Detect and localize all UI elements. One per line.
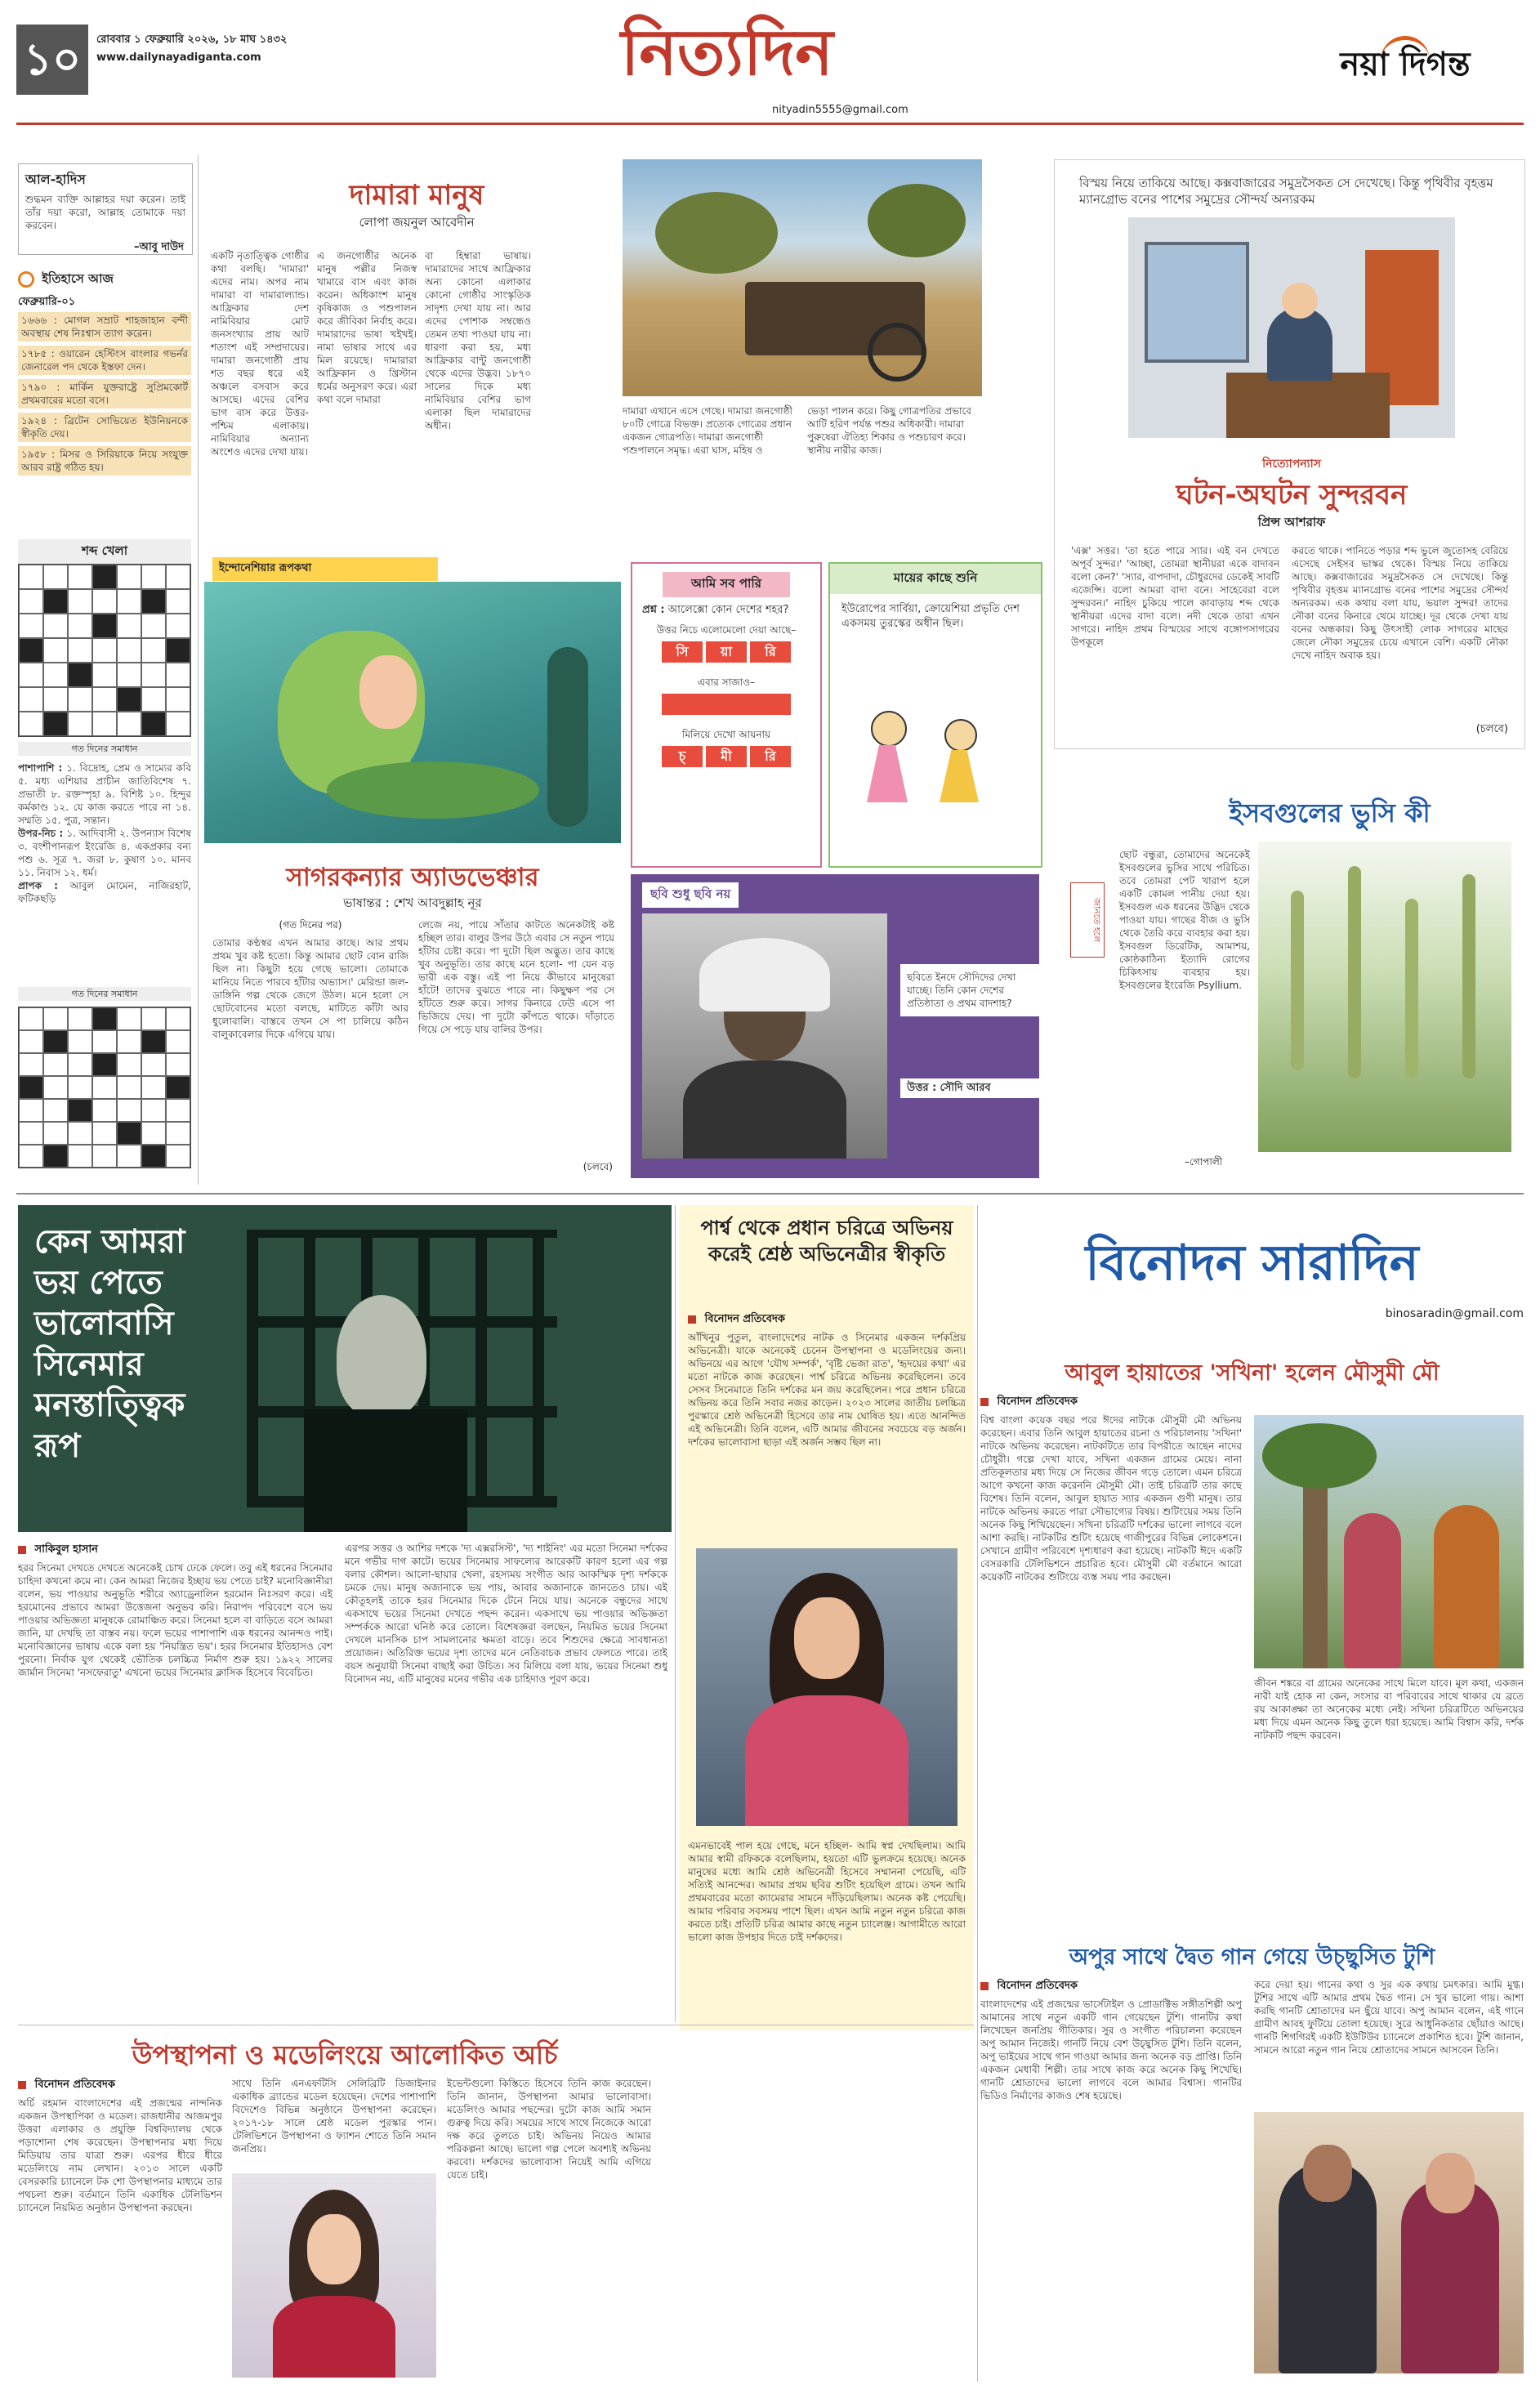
section-title-logo bbox=[621, 18, 948, 88]
tree-shape-2 bbox=[868, 184, 966, 257]
cell-block bbox=[92, 565, 117, 589]
byline-marker bbox=[18, 1546, 26, 1554]
mousumi-title: আবুল হায়াতের 'সখিনা' হলেন মৌসুমী মৌ bbox=[1065, 1360, 1440, 1386]
cell[interactable] bbox=[117, 565, 141, 589]
history-icon bbox=[18, 271, 34, 288]
history-item: ১৯৫৮ : মিসর ও সিরিয়াকে নিয়ে সংযুক্ত আরব রাষ্ট্র গঠিত হয়। bbox=[18, 446, 191, 476]
cell[interactable] bbox=[92, 638, 117, 663]
history-box bbox=[18, 270, 191, 515]
mermaid-translator: ভাষান্তর : শেখ আবদুল্লাহ নূর bbox=[343, 895, 482, 910]
paper-logo bbox=[1291, 36, 1520, 93]
cell[interactable] bbox=[141, 663, 166, 687]
rule-h-mid bbox=[16, 1193, 1524, 1195]
cell[interactable] bbox=[166, 687, 190, 712]
cell[interactable] bbox=[68, 687, 92, 712]
orchi-title: উপস্থাপনা ও মডেলিংয়ে আলোকিত অর্চি bbox=[132, 2039, 558, 2070]
quiz-hint2: এবার সাজাও– bbox=[697, 677, 756, 688]
sundarban-intro: বিস্ময় নিয়ে তাকিয়ে আছে। কক্সবাজারের সমুদ্রসৈকত সে দেখেছে। কিন্তু পৃথিবীর বৃহত্তম ম্যানগ্রোভ বনের পাশের সমুদ্রের সৌন্দর্য অন্যরকম bbox=[1079, 176, 1493, 207]
cell[interactable] bbox=[117, 614, 141, 638]
cell-block bbox=[43, 712, 68, 736]
crossword-prev-solution-label: গত দিনের সমাধান bbox=[18, 742, 191, 756]
across-title: পাশাপাশি : bbox=[18, 762, 63, 774]
child-dress-1 bbox=[867, 745, 908, 802]
rule-v2 bbox=[675, 1205, 676, 2022]
tushi-photo bbox=[1254, 2112, 1524, 2373]
tushi-col2: করে দেয়া হয়। গানের কথা ও সুর এক কথায় চমৎকার। আমি মুগ্ধ। টুশির সাথে এটি আমার প্রথম দ্বৈত গান। সে খুব ভালো গায়। আশা করছি গানটি শ্রোতাদের মন ছুঁয়ে যাবে। অপু আমান বলেন, এই গানে গ্রামীণ আবহ ফুটিয়ে তোলা হয়েছে। সুরে আধুনিকতার ছোঁয়াও আছে। গানটি শিগগিরই একটি ইউটিউব চ্যানেলে প্রকাশিত হবে। টুশি জানান, সামনে আরো নতুন গান নিয়ে শ্রোতাদের সামনে আসবেন তিনি। bbox=[1254, 1979, 1524, 2056]
mother-title: মায়ের কাছে শুনি bbox=[830, 564, 1041, 594]
cell[interactable] bbox=[68, 712, 92, 736]
damara-col1: একটি নৃতাত্ত্বিক গোষ্ঠীর কথা বলছি। 'দামারা' এদের নাম। অপর নাম দামারা বা দামারাল্যান্ড। আফ্রিকার দেশ নামিবিয়ার মোট জনসংখ্যার প্রায় আট শতাংশ এই সম্প্রদায়ের। দামারা জনগোষ্ঠী প্রায় শত বছর ধরে এই অঞ্চলে বসবাস করে আসছে। এদের বেশির ভাগ বাস করে উত্তর-পশ্চিম এলাকায়। নামিবিয়ার অন্যান্য অংশেও এদের দেখা যায়। bbox=[211, 250, 309, 458]
child-drawing-1 bbox=[871, 711, 907, 747]
history-item: ১৬৬৬ : মোগল সম্রাট শাহজাহান বন্দী অবস্থায় শেষ নিঃশ্বাস ত্যাগ করেন। bbox=[18, 312, 191, 342]
window-shape bbox=[1145, 242, 1249, 363]
answer-name: আবুল মোমেন bbox=[69, 880, 134, 891]
quiz-cell: চ্ bbox=[662, 746, 703, 767]
history-item: ১৯২৪ : ব্রিটেন সোভিয়েত ইউনিয়নকে স্বীকৃতি দেয়। bbox=[18, 413, 191, 442]
story-tushi bbox=[980, 1940, 1524, 2382]
crossword-section bbox=[18, 539, 191, 1177]
cinema-col1: হরর সিনেমা দেখতে দেখতে অনেকেই চোখ ঢেকে ফেলে। তবু এই ধরনের সিনেমার চাহিদা কখনো কমে না। কেন আমরা নিজের ইচ্ছায় ভয় পেতে চাই? মনোবিজ্ঞানীরা বলেন, ভয় পাওয়ার অনুভূতি শরীরে অ্যাড্রেনালিন হরমোন নিঃসরণ করে। এই হরমোনের প্রভাবে আমরা উত্তেজনা অনুভব করি। নিরাপদ পরিবেশে বসে ভয় পাওয়ার অভিজ্ঞতা মানুষকে রোমাঞ্চিত করে। সিনেমা হলে বা বাড়িতে বসে আমরা জানি, যা দেখছি তা বাস্তব নয়। ফলে ভয়ের পাশাপাশি এক ধরনের আনন্দও পাই। মনোবিজ্ঞানের ভাষায় একে বলা হয় 'নিয়ন্ত্রিত ভয়'। হরর সিনেমার ইতিহাসও বেশ পুরনো। নির্বাক যুগ থেকেই ভৌতিক চলচ্চিত্র নির্মাণ শুরু হয়। ১৯২২ সালের জার্মান সিনেমা 'নসফেরাতু' এখনো ভয়ের সিনেমার ক্লাসিক হিসেবে বিবেচিত। bbox=[18, 1562, 333, 1678]
photo-quiz-answer: সৌদি আরব bbox=[940, 1082, 991, 1094]
down-title: উপর-নিচ : bbox=[18, 828, 64, 839]
cell[interactable] bbox=[92, 687, 117, 712]
cell[interactable] bbox=[43, 565, 68, 589]
page-number-box bbox=[16, 25, 88, 95]
photo-quiz-text: ছবিতে ইনদে সৌদিদের দেখা যাচ্ছে। তিনি কোন দেশের প্রতিষ্ঠাতা ও প্রথম বাদশাহ? bbox=[900, 964, 1040, 1016]
mermaid-next: (চলবে) bbox=[583, 1161, 613, 1172]
portrait-headdress bbox=[699, 938, 830, 1011]
quiz-cell: রি bbox=[750, 746, 791, 767]
answer-label: প্রাপক : bbox=[18, 880, 58, 891]
mermaid-face bbox=[359, 655, 417, 729]
photo-quiz-title: ছবি শুধু ছবি নয় bbox=[642, 882, 739, 908]
cell[interactable] bbox=[117, 712, 141, 736]
cell[interactable] bbox=[43, 687, 68, 712]
quiz-question-label: প্রশ্ন : bbox=[642, 604, 665, 616]
cell-block bbox=[68, 663, 92, 687]
binodon-logo: বিনোদন সারাদিন bbox=[1085, 1235, 1419, 1292]
history-title: ইতিহাসে আজ bbox=[42, 271, 114, 286]
nosferatu-body bbox=[304, 1409, 467, 1532]
mermaid-illustration bbox=[204, 582, 621, 843]
singer-woman-face bbox=[1426, 2153, 1475, 2213]
actress-face bbox=[794, 1597, 859, 1679]
quiz-box bbox=[631, 562, 822, 868]
paper-logo-text: নয়া দিগন্ত bbox=[1340, 45, 1471, 83]
cell[interactable] bbox=[19, 712, 43, 736]
binodon-header bbox=[980, 1217, 1524, 1332]
damara-col2: এ জনগোষ্ঠীর অনেক মানুষ পল্লীর নিজস্ব খামারে বাস এবং কাজ করেন। অধিকাংশ মানুষ কৃষিকাজ ও পশুপালন করে জীবিকা নির্বাহ করে। দামারাদের ভাষা খইখই। নামা ভাষার সাথে এর মিল রয়েছে। দামারারা আফ্রিকান ও খ্রিস্টান ধর্মের অনুসরণ করে। এরা কথা বলে দামারা bbox=[317, 250, 417, 405]
quiz-cell: মী bbox=[706, 746, 747, 767]
history-item: ১৭৮৫ : ওয়ারেন হেস্টিংস বাংলার গভর্নর জেনারেল পদ থেকে ইস্তফা দেন। bbox=[18, 346, 191, 375]
quiz-question-row bbox=[632, 597, 820, 617]
cell[interactable] bbox=[92, 589, 117, 614]
damara-col3: বা হিম্বারা ভাষায়। দামারাদের সাথে আফ্রিকার অন্য কোনো এলাকার কোনো গোষ্ঠীর সাংস্কৃতিক সাদৃশ্য দেখা যায় না। আর এদের পোশাক সম্বন্ধেও তেমন তথ্য পাওয়া যায় না। ধারণা করা হয়, মধ্য আফ্রিকার বান্টু জনগোষ্ঠী থেকে এদের উদ্ভব। ১৮৭০ সালের দিকে মধ্য নামিবিয়ার বেশির ভাগ এলাকা ছিল দামারাদের অধীন। bbox=[425, 250, 531, 431]
quiz-cell: রি bbox=[750, 641, 791, 663]
cell[interactable] bbox=[92, 663, 117, 687]
sundarban-illustration bbox=[1128, 217, 1455, 438]
palm-leaves bbox=[1262, 1423, 1377, 1489]
mousumi-author: বিনোদন প্রতিবেদক bbox=[997, 1395, 1078, 1408]
woman-figure bbox=[1344, 1513, 1401, 1668]
crossword-title: শব্দ খেলা bbox=[18, 539, 191, 565]
quiz-cells-3 bbox=[632, 746, 820, 767]
cell[interactable] bbox=[92, 712, 117, 736]
crossword-prev-solution-label-2: গত দিনের সমাধান bbox=[18, 987, 191, 1001]
actress-photo bbox=[696, 1548, 957, 1826]
hadith-source: –আবু দাউদ bbox=[134, 241, 184, 253]
tree-shape bbox=[655, 192, 778, 274]
cell[interactable] bbox=[117, 663, 141, 687]
orchi-photo bbox=[232, 2173, 436, 2378]
tushi-byline bbox=[980, 1978, 1078, 1995]
cell[interactable] bbox=[166, 589, 190, 614]
history-title-row bbox=[18, 270, 191, 290]
damara-photo bbox=[623, 159, 982, 396]
hadith-title: আল-হাদিস bbox=[25, 172, 86, 187]
rule-v3 bbox=[977, 1205, 978, 2382]
feature-mermaid bbox=[204, 549, 621, 1178]
history-list bbox=[18, 312, 191, 476]
orchi-byline bbox=[18, 2077, 115, 2094]
isabgol-author: –গোপালী bbox=[1185, 1156, 1223, 1168]
actress-byline bbox=[688, 1311, 785, 1329]
cinema-title: কেন আমরা ভয় পেতে ভালোবাসি সিনেমার মনস্তাত্ত্বিক রূপ bbox=[34, 1223, 185, 1465]
plant-stalk bbox=[1291, 891, 1304, 1070]
byline-marker bbox=[18, 2081, 26, 2089]
isabgol-side-label: জানতে হলে bbox=[1070, 882, 1105, 958]
cell-block bbox=[141, 589, 166, 614]
quiz-title: আমি সব পারি bbox=[663, 572, 790, 597]
feature-orchi bbox=[18, 2034, 974, 2382]
plant-stalk bbox=[1348, 866, 1361, 1078]
child-drawing-2 bbox=[944, 719, 977, 752]
isabgol-box bbox=[1054, 760, 1524, 1178]
mermaid-banner: ইন্দোনেশিয়ার রূপকথা bbox=[212, 557, 438, 581]
cell[interactable] bbox=[166, 712, 190, 736]
section-title: নিত্যদিন bbox=[621, 16, 833, 90]
mermaid-title: সাগরকন্যার অ্যাডভেঞ্চার bbox=[286, 863, 539, 892]
cell[interactable] bbox=[43, 614, 68, 638]
cell[interactable] bbox=[68, 638, 92, 663]
hadith-box bbox=[18, 163, 193, 255]
orchi-author: বিনোদন প্রতিবেদক bbox=[34, 2079, 115, 2091]
mother-box bbox=[828, 562, 1042, 868]
man-figure-2 bbox=[1434, 1505, 1499, 1668]
actress-author: বিনোদন প্রতিবেদক bbox=[704, 1313, 785, 1325]
cell-block bbox=[166, 638, 190, 663]
isabgol-photo bbox=[1258, 842, 1511, 1152]
mousumi-photo bbox=[1254, 1415, 1524, 1668]
quiz-cell: সি bbox=[662, 641, 703, 663]
photo-quiz-box bbox=[631, 874, 1039, 1178]
across-text: ১. বিদ্রোহ, প্রেম ও সাম্যের কবি ৫. মধ্য এশিয়ার প্রাচীন জাতিবিশেষ ৭. প্রভাতী ৮. রক্তস্পৃহা ৯. বিশিষ্ট ১০. হিন্দুর কর্মকাণ্ড ১২. যে কাজ করতে পারে না ১৪. সম্মতি ১৫. পুত্র, সন্তান। bbox=[18, 762, 191, 826]
actress-col2: এমনভাবেই পাল হয়ে গেছে, মনে হচ্ছিল- আমি স্বপ্ন দেখছিলাম। আমি আমার স্বামী রফিককে বলেছিলাম, হয়তো এটি ভুলক্রমে হয়েছে। অনেক মানুষের মধ্যে আমি শ্রেষ্ঠ অভিনেত্রী হিসেবে সম্মাননা পেয়েছি, এটি সত্যিই আনন্দের। আমার প্রথম ছবির শুটিং হয়েছিল গ্রামে। তখন আমি প্রথমবারের মতো ক্যামেরার সামনে দাঁড়িয়েছিলাম। অনেক কষ্ট পেয়েছি। আমার পরিবার সবসময় পাশে ছিল। এখন আমি নতুন নতুন চরিত্রে কাজ করতে চাই। প্রতিটি চরিত্র আমার কাছে নতুন চ্যালেঞ্জ। আগামীতে আরো ভালো কাজ উপহার দিতে চাই দর্শকদের। bbox=[688, 1840, 966, 1943]
mermaid-prev: (গত দিনের পর) bbox=[279, 919, 342, 931]
byline-marker bbox=[980, 1398, 989, 1406]
history-item: ১৭৯০ : মার্কিন যুক্তরাষ্ট্রে সুপ্রিমকোর্ট প্রথমবারের মতো বসে। bbox=[18, 379, 191, 409]
cell[interactable] bbox=[166, 565, 190, 589]
history-date: ফেব্রুয়ারি-০১ bbox=[18, 296, 76, 308]
website[interactable]: www.dailynayadiganta.com bbox=[96, 51, 261, 64]
logo-arc bbox=[1381, 36, 1430, 65]
answer-place: নাজিরহাট, ফটিকছড়ি bbox=[18, 880, 191, 904]
quiz-hint1: উত্তর নিচে এলোমেলো দেয়া আছে– bbox=[656, 624, 797, 636]
feature-damara bbox=[204, 159, 1054, 535]
cell[interactable] bbox=[19, 589, 43, 614]
feature-sundarban bbox=[1054, 159, 1525, 749]
crossword-grid[interactable] bbox=[18, 564, 191, 737]
mermaid-col2: লেজে নয়, পায়ে সাঁতার কাটতে অনেকটাই কষ্ট হচ্ছিল তার। বালুর উপর উঠে এবার সে নতুন পায়ে হাঁটার চেষ্টা করে। পা দুটো ছিল অদ্ভুত। তার কাছে খুব অনুভূতি। তার কাছে মনে হলো- পা যেন বড় ভারী এক বস্তু। এই পা নিয়ে কীভাবে মানুষেরা হাঁটে! তাদের বুঝতে পারে না। কিছুক্ষণ পর সে হাঁটতে শুরু করে। সাগর কিনারে ঢেউ এসে পা ভিজিয়ে দেয়। পা দুটো কাঁপতে থাকে। দাঁড়াতে গিয়ে সে পড়ে যায় বালির উপর। bbox=[418, 919, 614, 1035]
sundarban-col2: করতে থাকে। পানিতে পড়ার শব্দ ভুলে জুতোসহ বেরিয়ে এসেছে সেইসব ভাস্কর থেকে। বিস্ময় নিয়ে তাকিয়ে আছে। কক্সবাজারের সমুদ্রসৈকত সে দেখেছে। কিন্তু পৃথিবীর বৃহত্তম ম্যানগ্রোভ বনের পাশের সমুদ্রের সৌন্দর্য অন্যরকম। এক কথায় বলা যায়, ভয়াল সুন্দর! তাদের নৌকা বনের কিনারে থেমে যাচ্ছে। দূর থেকে দেখা যায় বনের অন্ধকার। কিছু উৎসাহী লোক সাগরের মাছের জেলে নৌকা সমুদ্রের চেয়ে এখানে বেশি। একটি নৌকা দেখে নাহিদ অবাক হয়। bbox=[1292, 545, 1508, 661]
binodon-email[interactable]: binosaradin@gmail.com bbox=[1385, 1307, 1524, 1320]
damara-caption1: দামারা এখানে এসে গেছে। দামারা জনগোষ্ঠী ৮০টি গোত্রে বিভক্ত। প্রত্যেক গোত্রের প্রধান একজন গোত্রপতি। দামারা জনগোষ্ঠী পশুপালনে সমৃদ্ধ। এরা ঘাস, মহিষ ও bbox=[623, 405, 792, 456]
cell[interactable] bbox=[68, 614, 92, 638]
cell[interactable] bbox=[166, 663, 190, 687]
damara-caption2: ভেড়া পালন করে। কিছু গোত্রপতির প্রভাবে আটি হরিণ পর্যন্ত পশুর অধিকারী। দামারা পুরুষেরা ঐতিহ্য শিকার ও পশুচারণ করে। স্থানীয় নারীর কাজ। bbox=[807, 405, 971, 456]
sundarban-kicker: নিত্যোপন্যাস bbox=[1262, 458, 1321, 471]
byline-marker bbox=[980, 1982, 989, 1990]
cell-block bbox=[19, 638, 43, 663]
sundarban-col1: 'এক্স' সত্তর। 'তা হতে পারে স্যার। এই বন দেখতে অপূর্ব সুন্দর।' 'আচ্ছা, তোমরা স্থানীয়রা একে বাদাবন বলো কেন?' 'স্যার, বাপদাদা, চৌধুরদের ডেকেই সাবটি এজেন্সি। বলো আমরা বাদা বনে। সাহেবেরা বলে সুন্দরবন।' নাহিদ চুকিয়ে পালে কাবাড়ায় শব্দ থেকে স্থানীয়রা এদের বাদা বলে। নদী থেকে তারা এখন সাগরে। নাহিদ প্রথম বিস্ময়ের সাথে বঙ্গোপসাগরের উপকূলে bbox=[1071, 545, 1279, 648]
sundarban-author: প্রিন্স আশরাফ bbox=[1257, 515, 1326, 529]
sundarban-title: ঘটন-অঘটন সুন্দরবন bbox=[1176, 479, 1408, 511]
rule-v1 bbox=[198, 155, 199, 1185]
cell-block bbox=[92, 614, 117, 638]
mousumi-col2: জীবন শঙ্করে বা গ্রামের অনেকের সাথে মিলে যাবে। মূল কথা, একজন নারী যাই হোক না কেন, সংসার বা পরিবারের সাথে থাকার যে ব্রতে রয় আকাঙ্ক্ষা তা অনেকের মধ্যে নেই। সখিনা চরিত্রটিতে অভিনয়ের মধ্য দিয়ে এমন অনেক কিছু তুলে ধরা হয়েছে। আমি বিশ্বাস করি, দর্শক নাটকটি পছন্দ করবেন। bbox=[1254, 1677, 1524, 1741]
cell[interactable] bbox=[43, 638, 68, 663]
cell[interactable] bbox=[141, 614, 166, 638]
quiz-answer-blank bbox=[662, 694, 791, 715]
plant-stalk bbox=[1462, 874, 1475, 1078]
isabgol-text: ছোট বন্ধুরা, তোমাদের অনেকেই ইসবগুলের ভুসির সাথে পরিচিত। তবে তোমরা পেট খারাপ হলে একটি কোমল পানীয় দেয়া হয়। ইসবগুল এক ধরনের উদ্ভিদ থেকে পাওয়া যায়। গাছের বীজ ও ভুসি থেকে তৈরি করে ব্যবহার করা হয়। ইসবগুল ডিরেটিক, আমাশয়, কোষ্ঠকাঠিন্য ইত্যাদি রোগের চিকিৎসায় ব্যবহার হয়। ইসবগুলের ইংরেজি Psyllium. bbox=[1119, 849, 1250, 991]
cell[interactable] bbox=[141, 638, 166, 663]
desk-shape bbox=[1226, 373, 1390, 438]
section-email[interactable]: nityadin5555@gmail.com bbox=[772, 104, 908, 116]
crossword-clues: পাশাপাশি : ১. বিদ্রোহ, প্রেম ও সাম্যের কবি ৫. মধ্য এশিয়ার প্রাচীন জাতিবিশেষ ৭. প্রভাতী ৮. রক্তস্পৃহা ৯. বিশিষ্ট ১০. হিন্দুর কর্মকাণ্ড ১২. যে কাজ করতে পারে না ১৪. সম্মতি ১৫. পুত্র, সন্তান। উপর-নিচ : ১. আদিবাসী ২. উপন্যাস বিশেষ ৩. বংশীপানরূপ ইংরেজি ৪. একপ্রকার বন্য পশু ৬. সূত্র ৭. জরা ৮. কুষাণ ১০. মানব ১১. নিবাস ১২. ধর্ম। প্রাপক : আবুল মোমেন, নাজিরহাট, ফটিকছড়ি bbox=[18, 762, 191, 904]
mermaid-col1: তোমার কণ্ঠস্বর এখন আমার কাছে। আর প্রথম প্রথম খুব কষ্ট হতো। কিন্তু আমার ছোট বোন রাজি ছিল না। কিছুটা হয়ে গেছে ভালো। তোমাকে মানিয়ে নিতে পারবে হাঁটার অভ্যাস।' মেরিন্ডা জল-ডাঙ্গিনি গল্প থেকে জেগে উঠল। মনে হলো সে ছোটবোনের মতো বলছে, মাটিতে কাঁটা আর ধুলোবালি। বাস্তবে তখন সে পা চালিয়ে কঠিন বালুকাবেলার দিকে এগিয়ে যায়। bbox=[212, 937, 408, 1040]
orchi-face bbox=[307, 2214, 361, 2284]
seaweed bbox=[547, 647, 588, 827]
page-number: ১০ bbox=[23, 33, 82, 85]
cell-block bbox=[43, 589, 68, 614]
plant-stalk bbox=[1405, 899, 1418, 1078]
cell[interactable] bbox=[19, 614, 43, 638]
actress-title: পার্শ্ব থেকে প্রধান চরিত্রে অভিনয় করেই শ্রেষ্ঠ অভিনেত্রীর স্বীকৃতি bbox=[700, 1217, 953, 1266]
cell[interactable] bbox=[117, 589, 141, 614]
photo-quiz-answer-row bbox=[900, 1078, 1040, 1098]
photo-quiz-portrait bbox=[642, 913, 887, 1159]
tushi-author: বিনোদন প্রতিবেদক bbox=[997, 1980, 1078, 1992]
man-head bbox=[1282, 283, 1318, 319]
cart-wheel bbox=[868, 323, 926, 382]
orchi-col2: সাথে তিনি এনএফটিসি সেলিব্রিটি ডিজাইনার একাধিক ব্র্যান্ডের মডেল হয়েছেন। দেশের পাশাপাশি বিদেশেও বিভিন্ন অনুষ্ঠানে উপস্থাপনা করেছেন। ২০১৭-১৮ সালে শ্রেষ্ঠ মডেল পুরস্কার পান। টেলিভিশনে উপস্থাপনা ও ফ্যাশন শোতে তিনি সমান জনপ্রিয়। bbox=[232, 2078, 436, 2155]
photo-quiz-answer-label: উত্তর : bbox=[907, 1082, 937, 1094]
mermaid-tail bbox=[327, 761, 539, 819]
cell[interactable] bbox=[68, 589, 92, 614]
cell[interactable] bbox=[117, 638, 141, 663]
orchi-body bbox=[273, 2296, 395, 2378]
orchi-col3: ইভেন্টগুলো কিস্তিতে হিসেবে তিনি কাজ করেছেন। তিনি জানান, উপস্থাপনা আমার ভালোবাসা। মডেলিংও আমার পছন্দের। দুটো কাজ আমি সমান গুরুত্ব দিয়ে করি। সময়ের সাথে সাথে নিজেকে আরো দক্ষ করে তুলতে চাই। অভিনয় নিয়েও আমার পরিকল্পনা আছে। ভালো গল্প পেলে অবশ্যই অভিনয় করবো। দর্শকদের ভালোবাসা নিয়েই আমি এগিয়ে যেতে চাই। bbox=[447, 2078, 651, 2181]
cell[interactable] bbox=[68, 565, 92, 589]
cell[interactable] bbox=[19, 565, 43, 589]
cell[interactable] bbox=[19, 687, 43, 712]
quiz-cell: য়া bbox=[706, 641, 747, 663]
actress-col1: আঁখিনুর পুতুল, বাংলাদেশের নাটক ও সিনেমার একজন দর্শকপ্রিয় অভিনেত্রী। যাকে অনেকেই চেনেন উপস্থাপনা ও মডেলিংয়ের জন্য। অভিনয়ে এর আগে 'যৌথ সম্পর্ক', 'বৃষ্টি ভেজা রাত', 'হৃদয়ের কথা' এর মতো নাটকে কাজ করেছেন। পার্শ্ব চরিত্রে অভিনয় করেছিলেন। তবে সেসব সিনেমাতে তিনি দর্শকের মন জয় করেছিলেন। পরে প্রধান চরিত্রে অভিনয় করে তিনি সবার নজর কাড়েন। ২০২৩ সালের জাতীয় চলচ্চিত্র পুরস্কারে শ্রেষ্ঠ অভিনেত্রী হিসেবে তার নাম ঘোষিত হয়। এতে আনন্দিত এই অভিনেত্রী। তিনি বলেন, এটি আমার জীবনের সবচেয়ে বড় অর্জন। দর্শকের ভালোবাসা ছাড়া এই অর্জন সম্ভব ছিল না। bbox=[688, 1332, 966, 1448]
down-text: ১. আদিবাসী ২. উপন্যাস বিশেষ ৩. বংশীপানরূপ ইংরেজি ৪. একপ্রকার বন্য পশু ৬. সূত্র ৭. জরা ৮. কুষাণ ১০. মানব ১১. নিবাস ১২. ধর্ম। bbox=[18, 828, 191, 878]
orchi-col1: অর্চি রহমান বাংলাদেশের এই প্রজন্মের নান্দনিক একজন উপস্থাপিকা ও মডেল। রাজধানীর আজমপুর উত্তরা এলাকার ও প্রযুক্তি বিশ্ববিদ্যালয় থেকে পড়াশোনা শেষ করেছেন। উপস্থাপনার মধ্য দিয়ে মিডিয়ায় তার যাত্রা শুরু। এরপর ধীরে ধীরে মডেলিংয়ে নাম লেখান। ২০১৩ সালে একটি বেসরকারি চ্যানেলে টক শো উপস্থাপনার মাধ্যমে তার পথচলা শুরু। বর্তমানে তিনি একাধিক টেলিভিশন চ্যানেলে নিয়মিত অনুষ্ঠান উপস্থাপনা করছেন। bbox=[18, 2097, 222, 2213]
masthead-rule bbox=[16, 123, 1524, 125]
cell[interactable] bbox=[43, 663, 68, 687]
sundarban-next: (চলবে) bbox=[1475, 723, 1508, 735]
nosferatu-head bbox=[337, 1295, 426, 1418]
cell[interactable] bbox=[141, 687, 166, 712]
isabgol-title: ইসবগুলের ভুসি কী bbox=[1229, 797, 1431, 828]
byline-marker bbox=[688, 1315, 696, 1324]
cell-block bbox=[117, 687, 141, 712]
actress-dress bbox=[745, 1695, 908, 1826]
quiz-hint3: মিলিয়ে দেখো আয়নায় bbox=[681, 729, 771, 740]
tushi-col1: বাংলাদেশের এই প্রজন্মের ভার্সেটাইল ও প্রোডাক্টিভ সঙ্গীতশিল্পী অপু আমানের সাথে নতুন একটি গান গেয়েছেন টুশি। গানটির কথা লিখেছেন জনপ্রিয় গীতিকার। সুর ও সংগীত পরিচালনা করেছেন অপু আমান নিজেই। গানটি নিয়ে বেশ উচ্ছ্বসিত টুশি। তিনি বলেন, অপু ভাইয়ের সাথে গান গাওয়া আমার জন্য অনেক বড় প্রাপ্তি। তিনি একজন মেধাবী শিল্পী। তার সাথে কাজ করে অনেক কিছু শিখেছি। গানটি শ্রোতাদের ভালো লাগবে বলে আমার বিশ্বাস। গানটির ভিডিও নির্মাণের কাজও শেষ হয়েছে। bbox=[980, 1998, 1242, 2101]
damara-title: দামারা মানুষ bbox=[349, 179, 484, 212]
hadith-text: শুদ্ধমন ব্যক্তি আল্লাহর দয়া করেন। তাই তাঁর দয়া করো, আল্লাহ তোমাকে দয়া করবেন। bbox=[25, 194, 185, 231]
cell-block bbox=[141, 712, 166, 736]
solution-grid bbox=[18, 1007, 191, 1168]
date-line: রোববার ১ ফেব্রুয়ারি ২০২৬, ১৮ মাঘ ১৪৩২ bbox=[96, 33, 288, 46]
cinema-col2: এরপর সত্তর ও আশির দশকে 'দ্য এক্সরসিস্ট', 'দ্য শাইনিং' এর মতো সিনেমা দর্শকের মনে গভীর দাগ কাটে। ভয়ের সিনেমার সাফল্যের আরেকটি কারণ হলো এর গল্প বলার কৌশল। আলো-ছায়ার খেলা, রহস্যময় সংগীত আর আকস্মিক দৃশ্য দর্শককে চমকে দেয়। মানুষ অজানাকে ভয় পায়, আবার অজানাকে জানতেও চায়। এই কৌতূহলই তাকে হরর সিনেমার দিকে টেনে নিয়ে যায়। অনেকে বন্ধুদের সাথে একসাথে ভয়ের সিনেমা দেখতে পছন্দ করেন। একসাথে ভয় পাওয়ার অভিজ্ঞতা সম্পর্ককে আরো ঘনিষ্ঠ করে তোলে। বিশেষজ্ঞরা বলছেন, নিয়মিত ভয়ের সিনেমা দেখলে মানসিক চাপ সামলানোর ক্ষমতা বাড়ে। তবে শিশুদের ক্ষেত্রে সাবধানতা প্রয়োজন। অতিরিক্ত ভয়ের দৃশ্য তাদের মনে নেতিবাচক প্রভাব ফেলতে পারে। তাই বয়স অনুযায়ী সিনেমা বাছাই করা উচিত। সব মিলিয়ে বলা যায়, ভয়ের সিনেমা শুধু বিনোদন নয়, এটি মানুষের মনের গভীর এক চাহিদাও পূরণ করে। bbox=[345, 1543, 667, 1685]
quiz-cells-1 bbox=[632, 641, 820, 663]
singer-man-face bbox=[1303, 2145, 1352, 2202]
tushi-title: অপুর সাথে দ্বৈত গান গেয়ে উচ্ছ্বসিত টুশি bbox=[1069, 1945, 1435, 1970]
cell[interactable] bbox=[141, 565, 166, 589]
quiz-question: আলেক্সো কোন দেশের শহর? bbox=[667, 604, 789, 616]
child-dress-2 bbox=[940, 750, 979, 802]
cinema-author: সাকিবুল হাসান bbox=[34, 1543, 98, 1556]
cell[interactable] bbox=[166, 614, 190, 638]
mother-text: ইউরোপের সার্বিয়া, ক্রোয়েশিয়া প্রভৃতি দেশ একসময় তুরস্কের অধীন ছিল। bbox=[841, 603, 1020, 630]
cinema-byline bbox=[18, 1542, 98, 1559]
feature-actress bbox=[680, 1205, 974, 2030]
mousumi-byline bbox=[980, 1394, 1078, 1411]
mousumi-col1: বিশ্ব বাংলা কয়েক বছর পরে ঈদের নাটকে মৌসুমী মৌ অভিনয় করেছেন। এবার তিনি আবুল হায়াতের রচনা ও পরিচালনায় 'সখিনা' নাটকে অভিনয় করেছেন। নাটকটিতে তার বিপরীতে আছেন নাদের চৌধুরী। গল্পে দেখা যাবে, সখিনা একজন গ্রামের মেয়ে। নানা প্রতিকূলতার মধ্য দিয়ে সে নিজের জীবন গড়ে তোলে। এমন চরিত্রে আগে কখনো কাজ করেননি মৌসুমী মৌ। তাই চরিত্রটি তার কাছে বিশেষ। তিনি বলেন, আবুল হায়াত স্যার একজন গুণী মানুষ। তার নাটকে অভিনয় করতে পারা সৌভাগ্যের বিষয়। শুটিংয়ের সময় তিনি অনেক কিছু শিখিয়েছেন। সখিনা চরিত্রটি দর্শকের ভালো লাগবে বলে আশা করছি। নাটকটির শুটিং হয়েছে গাজীপুরের বিভিন্ন লোকেশনে। সেখানে গ্রামীণ পরিবেশে দৃশ্যধারণ করা হয়েছে। নাটকটি ঈদে একটি বেসরকারি টেলিভিশনে প্রচারিত হবে। মৌসুমী মৌ বর্তমানে আরো কয়েকটি নাটকের শুটিংয়ে ব্যস্ত সময় পার করছেন। bbox=[980, 1414, 1242, 1583]
cell[interactable] bbox=[19, 663, 43, 687]
story-mousumi bbox=[980, 1356, 1524, 1928]
portrait-body bbox=[683, 1061, 846, 1159]
damara-author: লোপা জয়নুল আবেদীন bbox=[359, 215, 475, 230]
